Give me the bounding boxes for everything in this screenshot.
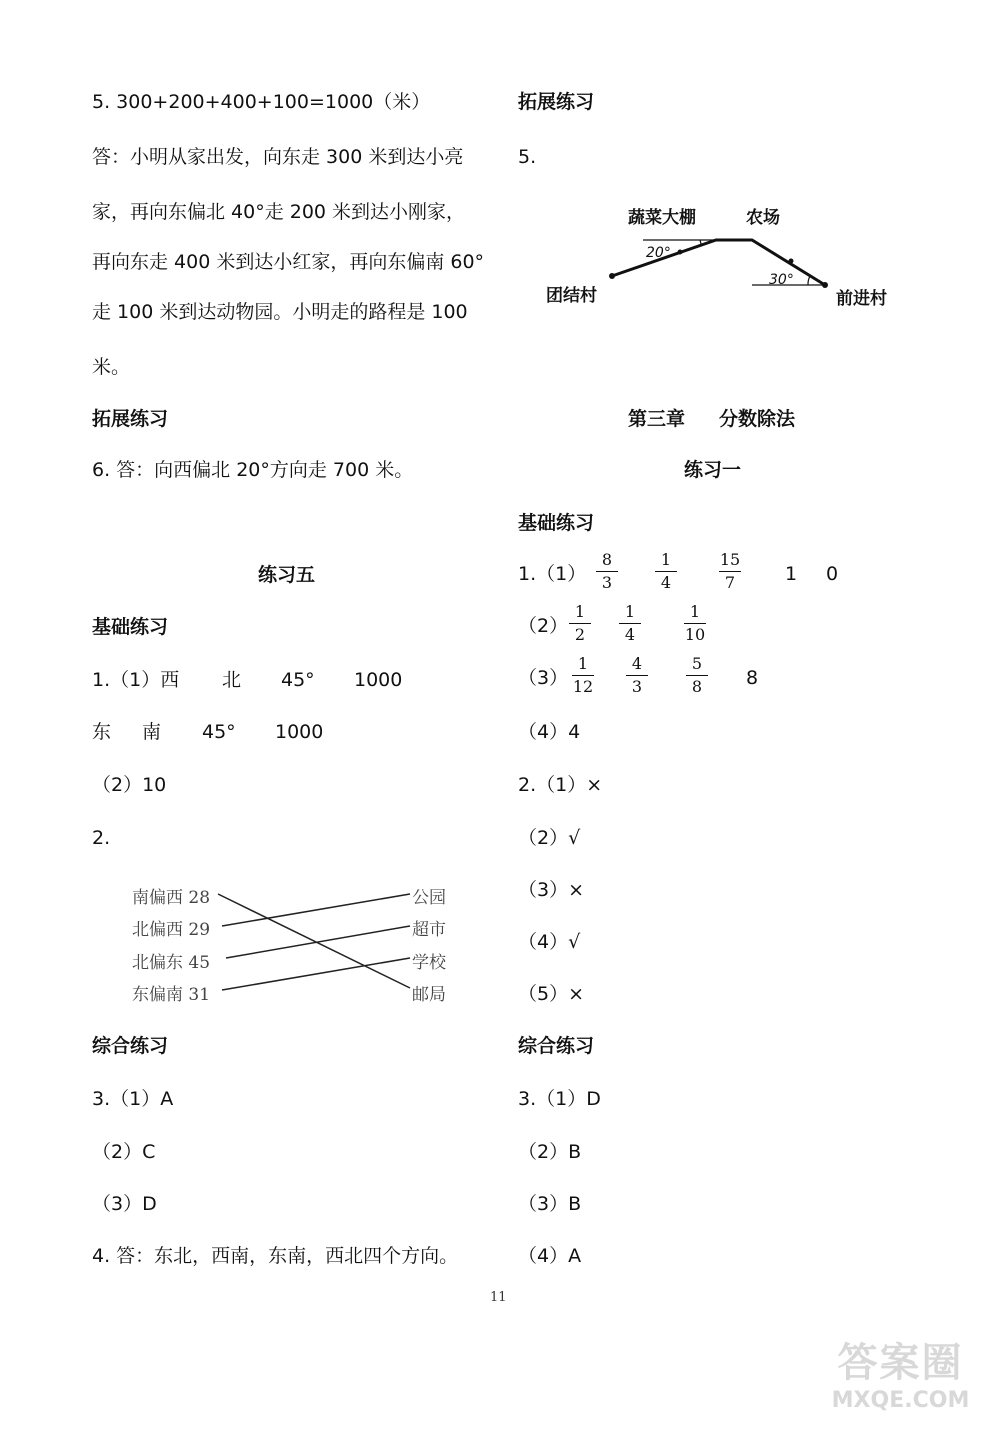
chapter-title: 分数除法 <box>719 408 796 430</box>
fraction: 1 4 <box>616 602 644 645</box>
fraction: 1 12 <box>572 654 594 696</box>
match-right-2: 超市 <box>412 920 446 940</box>
match-right-4: 邮局 <box>412 985 446 1005</box>
section-heading-extension: 拓展练习 <box>92 408 169 430</box>
q1-1-d: 1000 <box>354 669 403 691</box>
point-qianjin <box>822 282 828 288</box>
answer5-line: 米。 <box>92 356 131 378</box>
section-heading-basic: 基础练习 <box>92 616 169 638</box>
r-q1-1-int1: 1 <box>785 563 798 585</box>
fraction: 1 10 <box>684 602 706 644</box>
q3-2: （2）C <box>92 1141 156 1163</box>
q2-label: 2. <box>92 827 111 849</box>
fraction: 4 3 <box>623 654 651 697</box>
angle-label-30: 30° <box>769 272 794 288</box>
r-q1-3-int: 8 <box>746 667 759 689</box>
label-qianjin-village: 前进村 <box>836 289 887 309</box>
fraction: 1 2 <box>566 602 594 645</box>
point-mid <box>678 250 683 255</box>
section-heading-basic-right: 基础练习 <box>518 512 595 534</box>
answer5-line: 再向东走 400 米到达小红家，再向东偏南 60° <box>92 251 485 273</box>
r-q2-2: （2）√ <box>518 827 581 849</box>
section-heading-extension-right: 拓展练习 <box>518 91 595 113</box>
match-left-1: 南偏西 28 <box>132 888 211 908</box>
answer6: 6. 答：向西偏北 20°方向走 700 米。 <box>92 459 414 481</box>
watermark-bottom: MXQE.COM <box>831 1388 970 1413</box>
fraction: 5 8 <box>683 654 711 697</box>
angle-label-20: 20° <box>646 245 671 261</box>
r-q1-1-int2: 0 <box>826 563 839 585</box>
r-q2-5: （5）× <box>518 983 585 1005</box>
r-q3-2: （2）B <box>518 1141 582 1163</box>
watermark-top: 答案圈 <box>837 1340 964 1386</box>
exercise-title-right: 练习一 <box>684 459 742 481</box>
q1-1-c: 45° <box>281 669 315 691</box>
r-q2-3: （3）× <box>518 879 585 901</box>
section-heading-comprehensive-right: 综合练习 <box>518 1035 595 1057</box>
answer5-line: 走 100 米到达动物园。小明走的路程是 100 <box>92 301 468 323</box>
q1-1b-d: 1000 <box>275 721 324 743</box>
label-tuanjie-village: 团结村 <box>546 286 597 306</box>
chapter-number: 第三章 <box>628 408 686 430</box>
fraction: 1 4 <box>652 550 680 593</box>
q4-answer: 4. 答：东北，西南，东南，西北四个方向。 <box>92 1245 459 1267</box>
r-q3-3: （3）B <box>518 1193 582 1215</box>
section-heading-comprehensive: 综合练习 <box>92 1035 169 1057</box>
r-q1-3-prefix: （3） <box>518 667 569 689</box>
page-number: 11 <box>490 1290 507 1305</box>
q1-1-a: 1.（1）西 <box>92 669 180 691</box>
q1-2: （2）10 <box>92 774 167 796</box>
match-left-3: 北偏东 45 <box>132 953 211 973</box>
fraction: 8 3 <box>593 550 621 593</box>
line-q5-calc: 5. 300+200+400+100=1000（米） <box>92 91 431 113</box>
q1-1b-b: 南 <box>142 721 162 743</box>
q3-1: 3.（1）A <box>92 1088 174 1110</box>
q1-1-b: 北 <box>222 669 242 691</box>
match-left-4: 东偏南 31 <box>132 985 211 1005</box>
r-q1-4: （4）4 <box>518 721 581 743</box>
label-vegetable-greenhouse: 蔬菜大棚 <box>628 208 696 228</box>
q1-1b-a: 东 <box>92 721 112 743</box>
point-mid2 <box>789 259 794 264</box>
answer5-line: 答：小明从家出发，向东走 300 米到达小亮 <box>92 146 464 168</box>
exercise-title: 练习五 <box>258 564 316 586</box>
match-right-1: 公园 <box>412 888 446 908</box>
q1-1b-c: 45° <box>202 721 236 743</box>
r-q1-2-prefix: （2） <box>518 615 569 637</box>
angle-arc-30 <box>808 276 810 285</box>
r-q3-4: （4）A <box>518 1245 582 1267</box>
point-tuanjie <box>609 273 615 279</box>
match-right-3: 学校 <box>412 953 446 973</box>
r-q2-4: （4）√ <box>518 931 581 953</box>
answer5-line: 家，再向东偏北 40°走 200 米到达小刚家， <box>92 201 466 223</box>
q3-3: （3）D <box>92 1193 157 1215</box>
label-farm: 农场 <box>746 208 780 228</box>
r-q3-1: 3.（1）D <box>518 1088 601 1110</box>
match-left-2: 北偏西 29 <box>132 920 211 940</box>
right-q5-label: 5. <box>518 146 537 168</box>
r-q2-1: 2.（1）× <box>518 774 603 796</box>
r-q1-1-prefix: 1.（1） <box>518 563 587 585</box>
fraction: 15 7 <box>719 550 741 592</box>
watermark-logo <box>818 1340 983 1430</box>
